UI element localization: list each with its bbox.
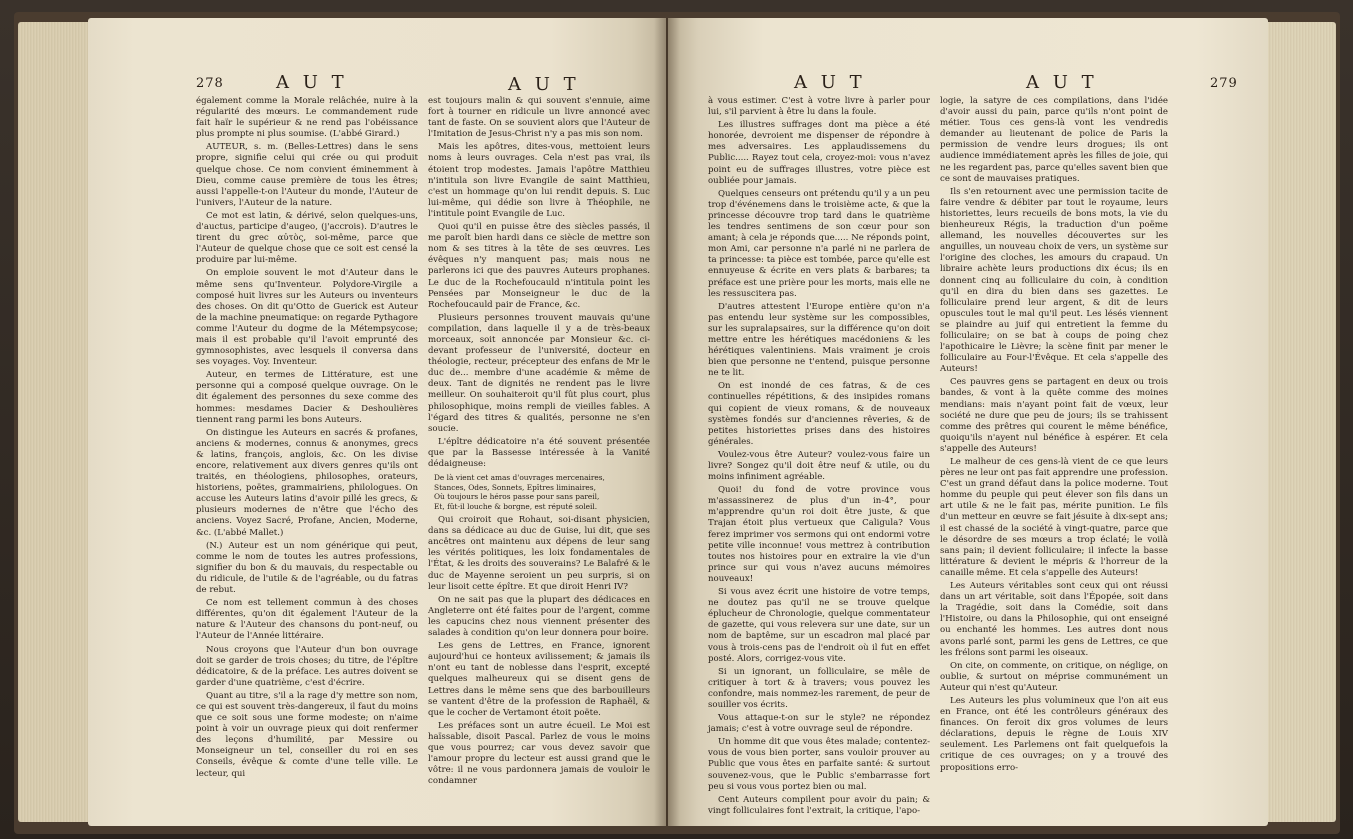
left-running-head-2: A U T bbox=[508, 74, 580, 95]
right-page-number: 279 bbox=[1210, 76, 1238, 91]
left-page-number: 278 bbox=[196, 76, 224, 91]
right-page bbox=[668, 18, 1268, 826]
right-running-head-1: A U T bbox=[794, 72, 866, 93]
verse-quote bbox=[434, 473, 650, 511]
paragraph: Les préfaces sont un autre écueil. Le Moi est haïssable, disoit Pascal. Parlez de vous le moins que vous pourrez; car vous devez savoir que l'amour propre du lecteur est aussi grand que le vôtre: il ne vous pardonnera jamais de vouloir le condamner bbox=[428, 720, 650, 787]
paragraph: Vous attaque-t-on sur le style? ne répondez jamais; c'est à votre ouvrage seul de répondre. bbox=[708, 713, 930, 735]
paragraph: Qui croiroit que Rohaut, soi-disant physicien, dans sa dédicace au duc de Guise, lui dit, que ses ancêtres ont maintenu aux dépens de leur sang les vérités politiques, les loix fondamentales de l'État, & les droits des souverains? Le Balafré & le duc de Mayenne seroient un peu surpris, si on leur lisoit cette épître. Et que diroit Henri IV? bbox=[428, 515, 650, 592]
paragraph: On cite, on commente, on critique, on néglige, on oublie, & surtout on méprise communément un Auteur qui n'est qu'Auteur. bbox=[940, 660, 1168, 693]
paragraph: On est inondé de ces fatras, & de ces continuelles répétitions, & des insipides romans qui copient de vieux romans, & de nouveaux systèmes fondés sur d'anciennes rêveries, & de petites historiettes prises dans des histoires générales. bbox=[708, 381, 930, 447]
paragraph: également comme la Morale relâchée, nuire à la régularité des mœurs. Le commandement rude fait haïr le supérieur & ne rend pas l'obéissance plus prompte ni plus soumise. (L'abbé Girard.) bbox=[196, 96, 418, 140]
paragraph: Les Auteurs véritables sont ceux qui ont réussi dans un art véritable, soit dans l'Épopée, soit dans la Tragédie, soit dans la Comédie, soit dans l'Histoire, ou dans la Philosophie, qui ont enseigné ou enchanté les hommes. Les autres dont nous avons parlé sont, parmi les gens de Lettres, ce que les frélons sont parmi les oiseaux. bbox=[940, 581, 1168, 658]
paragraph: Si un ignorant, un folliculaire, se mêle de critiquer à tort & à travers; vous pouvez les confondre, mais nommez-les rarement, de peur de souiller vos écrits. bbox=[708, 666, 930, 710]
paragraph: D'autres attestent l'Europe entière qu'on n'a pas entendu leur système sur les compossibles, sur les supralapsaires, sur la différence qu'on doit mettre entre les hérétiques macédoniens & les hérétiques valentiniens. Mais vraiment je crois bien que personne ne t'entend, puisque personne ne te lit. bbox=[708, 301, 930, 379]
paragraph: AUTEUR, s. m. (Belles-Lettres) dans le sens propre, signifie celui qui crée ou qui produit quelque chose. Ce nom convient éminemment à Dieu, comme cause première de tous les êtres; aussi l'appelle-t-on l'Auteur du monde, l'Auteur de l'univers, l'Auteur de la nature. bbox=[196, 142, 418, 208]
paragraph: Cent Auteurs compilent pour avoir du pain; & vingt folliculaires font l'extrait, la critique, l'apo- bbox=[708, 794, 930, 816]
paragraph: logie, la satyre de ces compilations, dans l'idée d'avoir aussi du pain, parce qu'ils n'ont point de métier. Tous ces gens-là vont les vendredis demander au lieutenant de police de Paris la permission de vendre leurs drogues; ils ont audience immédiatement après les filles de joie, qui ne les regardent pas, parce qu'elles savent bien que ce sont de mauvaises pratiques. bbox=[940, 96, 1168, 184]
paragraph: On ne sait pas que la plupart des dédicaces en Angleterre ont été faites pour de l'argent, comme les capucins chez nous viennent présenter des salades à condition qu'on leur donnera pour boire. bbox=[428, 594, 650, 639]
left-column-1 bbox=[196, 96, 418, 786]
paragraph: Auteur, en termes de Littérature, est une personne qui a composé quelque ouvrage. On le dit également des personnes du sexe comme des hommes: mesdames Dacier & Deshoulières tiennent rang parmi les bons Auteurs. bbox=[196, 370, 418, 425]
left-running-head-1: A U T bbox=[276, 72, 348, 93]
paragraph: Ces pauvres gens se partagent en deux ou trois bandes, & vont à la quête comme des moines mendians: mais n'ayant point fait de vœux, leur société ne dure que peu de jours; ils se trahissent comme des prêtres qui courent le même bénéfice, quoiqu'ils n'ayent nul bénéfice à espérer. Et cela s'appelle des Auteurs! bbox=[940, 377, 1168, 454]
paragraph: Voulez-vous être Auteur? voulez-vous faire un livre? Songez qu'il doit être neuf & utile, ou du moins infiniment agréable. bbox=[708, 449, 930, 483]
paragraph: Quant au titre, s'il a la rage d'y mettre son nom, ce qui est souvent très-dangereux, il faut du moins que ce soit sous une forme modeste; on n'aime point à voir un ouvrage pieux qui doit renfermer des leçons d'humilité, par Messire ou Monseigneur un tel, conseiller du roi en ses Conseils, évêque & comte d'une telle ville. Le lecteur, qui bbox=[196, 690, 418, 779]
right-column-1 bbox=[708, 96, 930, 816]
paragraph: Plusieurs personnes trouvent mauvais qu'une compilation, dans laquelle il y a de très-beaux morceaux, soit annoncée par Monsieur &c. ci-devant professeur de l'université, docteur en théologie, recteur, précepteur des enfans de Mr le duc de... membre d'une académie & même de deux. Tant de dignités ne rendent pas le livre meilleur. On souhaiteroit qu'il fût plus court, plus philosophique, moins rempli de vieilles fables. A l'égard des titres & qualités, personne ne s'en soucie. bbox=[428, 312, 650, 434]
left-page bbox=[88, 18, 666, 826]
paragraph: Mais les apôtres, dites-vous, mettoient leurs noms à leurs ouvrages. Cela n'est pas vrai, ils étoient trop modestes. Jamais l'apôtre Matthieu n'intitula son livre Evangile de saint Matthieu, c'est un hommage qu'on lui rendit depuis. S. Luc lui-même, qui dédie son livre à Théophile, ne l'intitule point Evangile de Luc. bbox=[428, 142, 650, 219]
paragraph: On emploie souvent le mot d'Auteur dans le même sens qu'Inventeur. Polydore-Virgile a composé huit livres sur les Auteurs ou inventeurs des choses. On dit qu'Otto de Guerick est Auteur de la machine pneumatique: on regarde Pythagore comme l'Auteur du dogme de la Métempsycose; mais il est probable qu'il l'avoit emprunté des gymnosophistes, avec lesquels il conversa dans ses voyages. Voy. Inventeur. bbox=[196, 268, 418, 368]
left-page-edges bbox=[18, 22, 90, 822]
paragraph: Le malheur de ces gens-là vient de ce que leurs pères ne leur ont pas fait apprendre une profession. C'est un grand défaut dans la police moderne. Tout homme du peuple qui peut élever son fils dans un art utile & ne le fait pas, mérite punition. Le fils d'un metteur en œuvre se fait jésuite à dix-sept ans; il est chassé de la société à vingt-quatre, parce que le désordre de ses mœurs a trop éclaté; le voilà sans pain; il devient folliculaire; il infecte la basse littérature & devient le mépris & l'horreur de la canaille même. Et cela s'appelle des Auteurs! bbox=[940, 457, 1168, 578]
paragraph: Les gens de Lettres, en France, ignorent aujourd'hui ce honteux avilissement; & jamais ils n'ont eu tant de noblesse dans l'esprit, excepté quelques malheureux qui se disent gens de Lettres dans le même sens que des barbouilleurs se vantent d'être de la profession de Raphaël, & que le cocher de Vertamont étoit poëte. bbox=[428, 641, 650, 718]
paragraph: à vous estimer. C'est à votre livre à parler pour lui, s'il parvient à être lu dans la foule. bbox=[708, 96, 930, 118]
book-gutter bbox=[654, 18, 680, 826]
paragraph: Nous croyons que l'Auteur d'un bon ouvrage doit se garder de trois choses; du titre, de l'épître dédicatoire, & de la préface. Les autres doivent se garder d'une quatrième, c'est d'écrire. bbox=[196, 644, 418, 688]
paragraph: L'épître dédicatoire n'a été souvent présentée que par la Bassesse intéressée à la Vanité dédaigneuse: bbox=[428, 436, 650, 469]
paragraph: Quoi! du fond de votre province vous m'assassinerez de plus d'un in-4°, pour m'apprendre qu'un roi doit être juste, & que Trajan étoit plus vertueux que Caligula? Vous ferez imprimer vos sermons qui ont endormi votre petite ville inconnue! vous mettrez à contribution toutes nos histoires pour en extraire la vie d'un prince sur qui vous n'avez aucuns mémoires nouveaux! bbox=[708, 485, 930, 584]
paragraph: (N.) Auteur est un nom générique qui peut, comme le nom de toutes les autres professions, signifier du bon & du mauvais, du respectable ou du ridicule, de l'utile & de l'agréable, ou du fatras de rebut. bbox=[196, 540, 418, 596]
paragraph: Quelques censeurs ont prétendu qu'il y a un peu trop d'événemens dans le troisième acte, & que la princesse découvre trop tard dans le quatrième les tendres sentimens de son cœur pour son amant; à cela je réponds que..... Ne réponds point, mon Ami, car personne n'a parlé ni ne parlera de ta princesse: ta pièce est tombée, parce qu'elle est ennuyeuse & écrite en vers plats & barbares; ta préface est une prière pour les morts, mais elle ne les ressuscitera pas. bbox=[708, 188, 930, 299]
verse-line: Et, fût-il louche & borgne, est réputé soleil. bbox=[434, 501, 598, 511]
right-column-2 bbox=[940, 96, 1168, 786]
paragraph: Si vous avez écrit une histoire de votre temps, ne doutez pas qu'il ne se trouve quelque éplucheur de Chronologie, quelque commentateur de gazette, qui vous relevera sur une date, sur un nom de baptême, sur un escadron mal placé par vous à trois-cens pas de l'endroit où il fut en effet posté. Alors, corrigez-vous vite. bbox=[708, 587, 930, 664]
verse-line: De là vient cet amas d'ouvrages mercenaires, bbox=[434, 473, 605, 483]
paragraph: On distingue les Auteurs en sacrés & profanes, anciens & modernes, connus & anonymes, grecs & latins, françois, anglois, &c. On les divise encore, relativement aux divers genres qu'ils ont traités, en théologiens, philosophes, orateurs, historiens, poëtes, grammairiens, philologues. On accuse les Auteurs latins d'avoir pillé les grecs, & plusieurs modernes de n'être que l'écho des anciens. Voyez Sacré, Profane, Ancien, Moderne, &c. (L'abbé Mallet.) bbox=[196, 427, 418, 538]
right-running-head-2: A U T bbox=[1026, 72, 1098, 93]
paragraph: est toujours malin & qui souvent s'ennuie, aime fort à tourner en ridicule un livre annoncé avec tant de faste. On se souvient alors que l'Auteur de l'Imitation de Jesus-Christ n'y a pas mis son nom. bbox=[428, 96, 650, 140]
right-page-edges bbox=[1266, 22, 1336, 822]
verse-line: Stances, Odes, Sonnets, Epîtres liminaires, bbox=[434, 482, 596, 492]
left-column-2 bbox=[428, 96, 650, 786]
paragraph: Ils s'en retournent avec une permission tacite de faire vendre & débiter par tout le royaume, leurs historiettes, leurs recueils de bons mots, la vie du bienheureux Régis, la traduction d'un poëme allemand, les nouvelles découvertes sur les anguilles, un nouveau choix de vers, un système sur l'origine des cloches, les amours du crapaud. Un libraire achète leurs productions dix écus; ils en donnent cinq au folliculaire du coin, à condition qu'il en dira du bien dans ses gazettes. Le folliculaire prend leur argent, & dit de leurs opuscules tout le mal qu'il peut. Les lésés viennent se plaindre au juif qui entretient la femme du folliculaire; on se bat à coups de poing chez l'apothicaire le Lièvre; la scène finit par mener le folliculaire au Four-l'Évêque. Et cela s'appelle des Auteurs! bbox=[940, 186, 1168, 375]
paragraph: Un homme dit que vous êtes malade; contentez-vous de vous bien porter, sans vouloir prouver au Public que vous êtes en parfaite santé: & surtout souvenez-vous, que le Public s'embarrasse fort peu si vous vous portez bien ou mal. bbox=[708, 737, 930, 792]
verse-line: Où toujours le héros passe pour sans pareil, bbox=[434, 492, 600, 502]
paragraph: Ce mot est latin, & dérivé, selon quelques-uns, d'auctus, participe d'augeo, (j'accrois). D'autres le tirent du grec αὐτὸς, soi-même, parce que l'Auteur de quelque chose que ce soit est censé la produire par lui-même. bbox=[196, 210, 418, 266]
paragraph: Quoi qu'il en puisse être des siècles passés, il me paroît bien hardi dans ce siècle de mettre son nom & ses titres à la tête de ses œuvres. Les évêques n'y manquent pas; mais nous ne parlerons ici que des pauvres Auteurs prophanes. Le duc de la Rochefoucauld n'intitula point les Pensées par Monseigneur le duc de la Rochefoucauld pair de France, &c. bbox=[428, 222, 650, 310]
paragraph: Les Auteurs les plus volumineux que l'on ait eus en France, ont été les contrôleurs généraux des finances. On feroit dix gros volumes de leurs déclarations, depuis le règne de Louis XIV seulement. Les Parlemens ont fait quelquefois la critique de ces ouvrages; on y a trouvé des propositions erro- bbox=[940, 695, 1168, 773]
paragraph: Les illustres suffrages dont ma pièce a été honorée, devroient me dispenser de répondre à mes adversaires. Les applaudissemens du Public..... Rayez tout cela, croyez-moi: vous n'avez point eu de suffrages illustres, votre pièce est oubliée pour jamais. bbox=[708, 120, 930, 186]
paragraph: Ce nom est tellement commun à des choses différentes, qu'on dit également l'Auteur de la nature & l'Auteur des chansons du pont-neuf, ou l'Auteur de l'Année littéraire. bbox=[196, 598, 418, 642]
